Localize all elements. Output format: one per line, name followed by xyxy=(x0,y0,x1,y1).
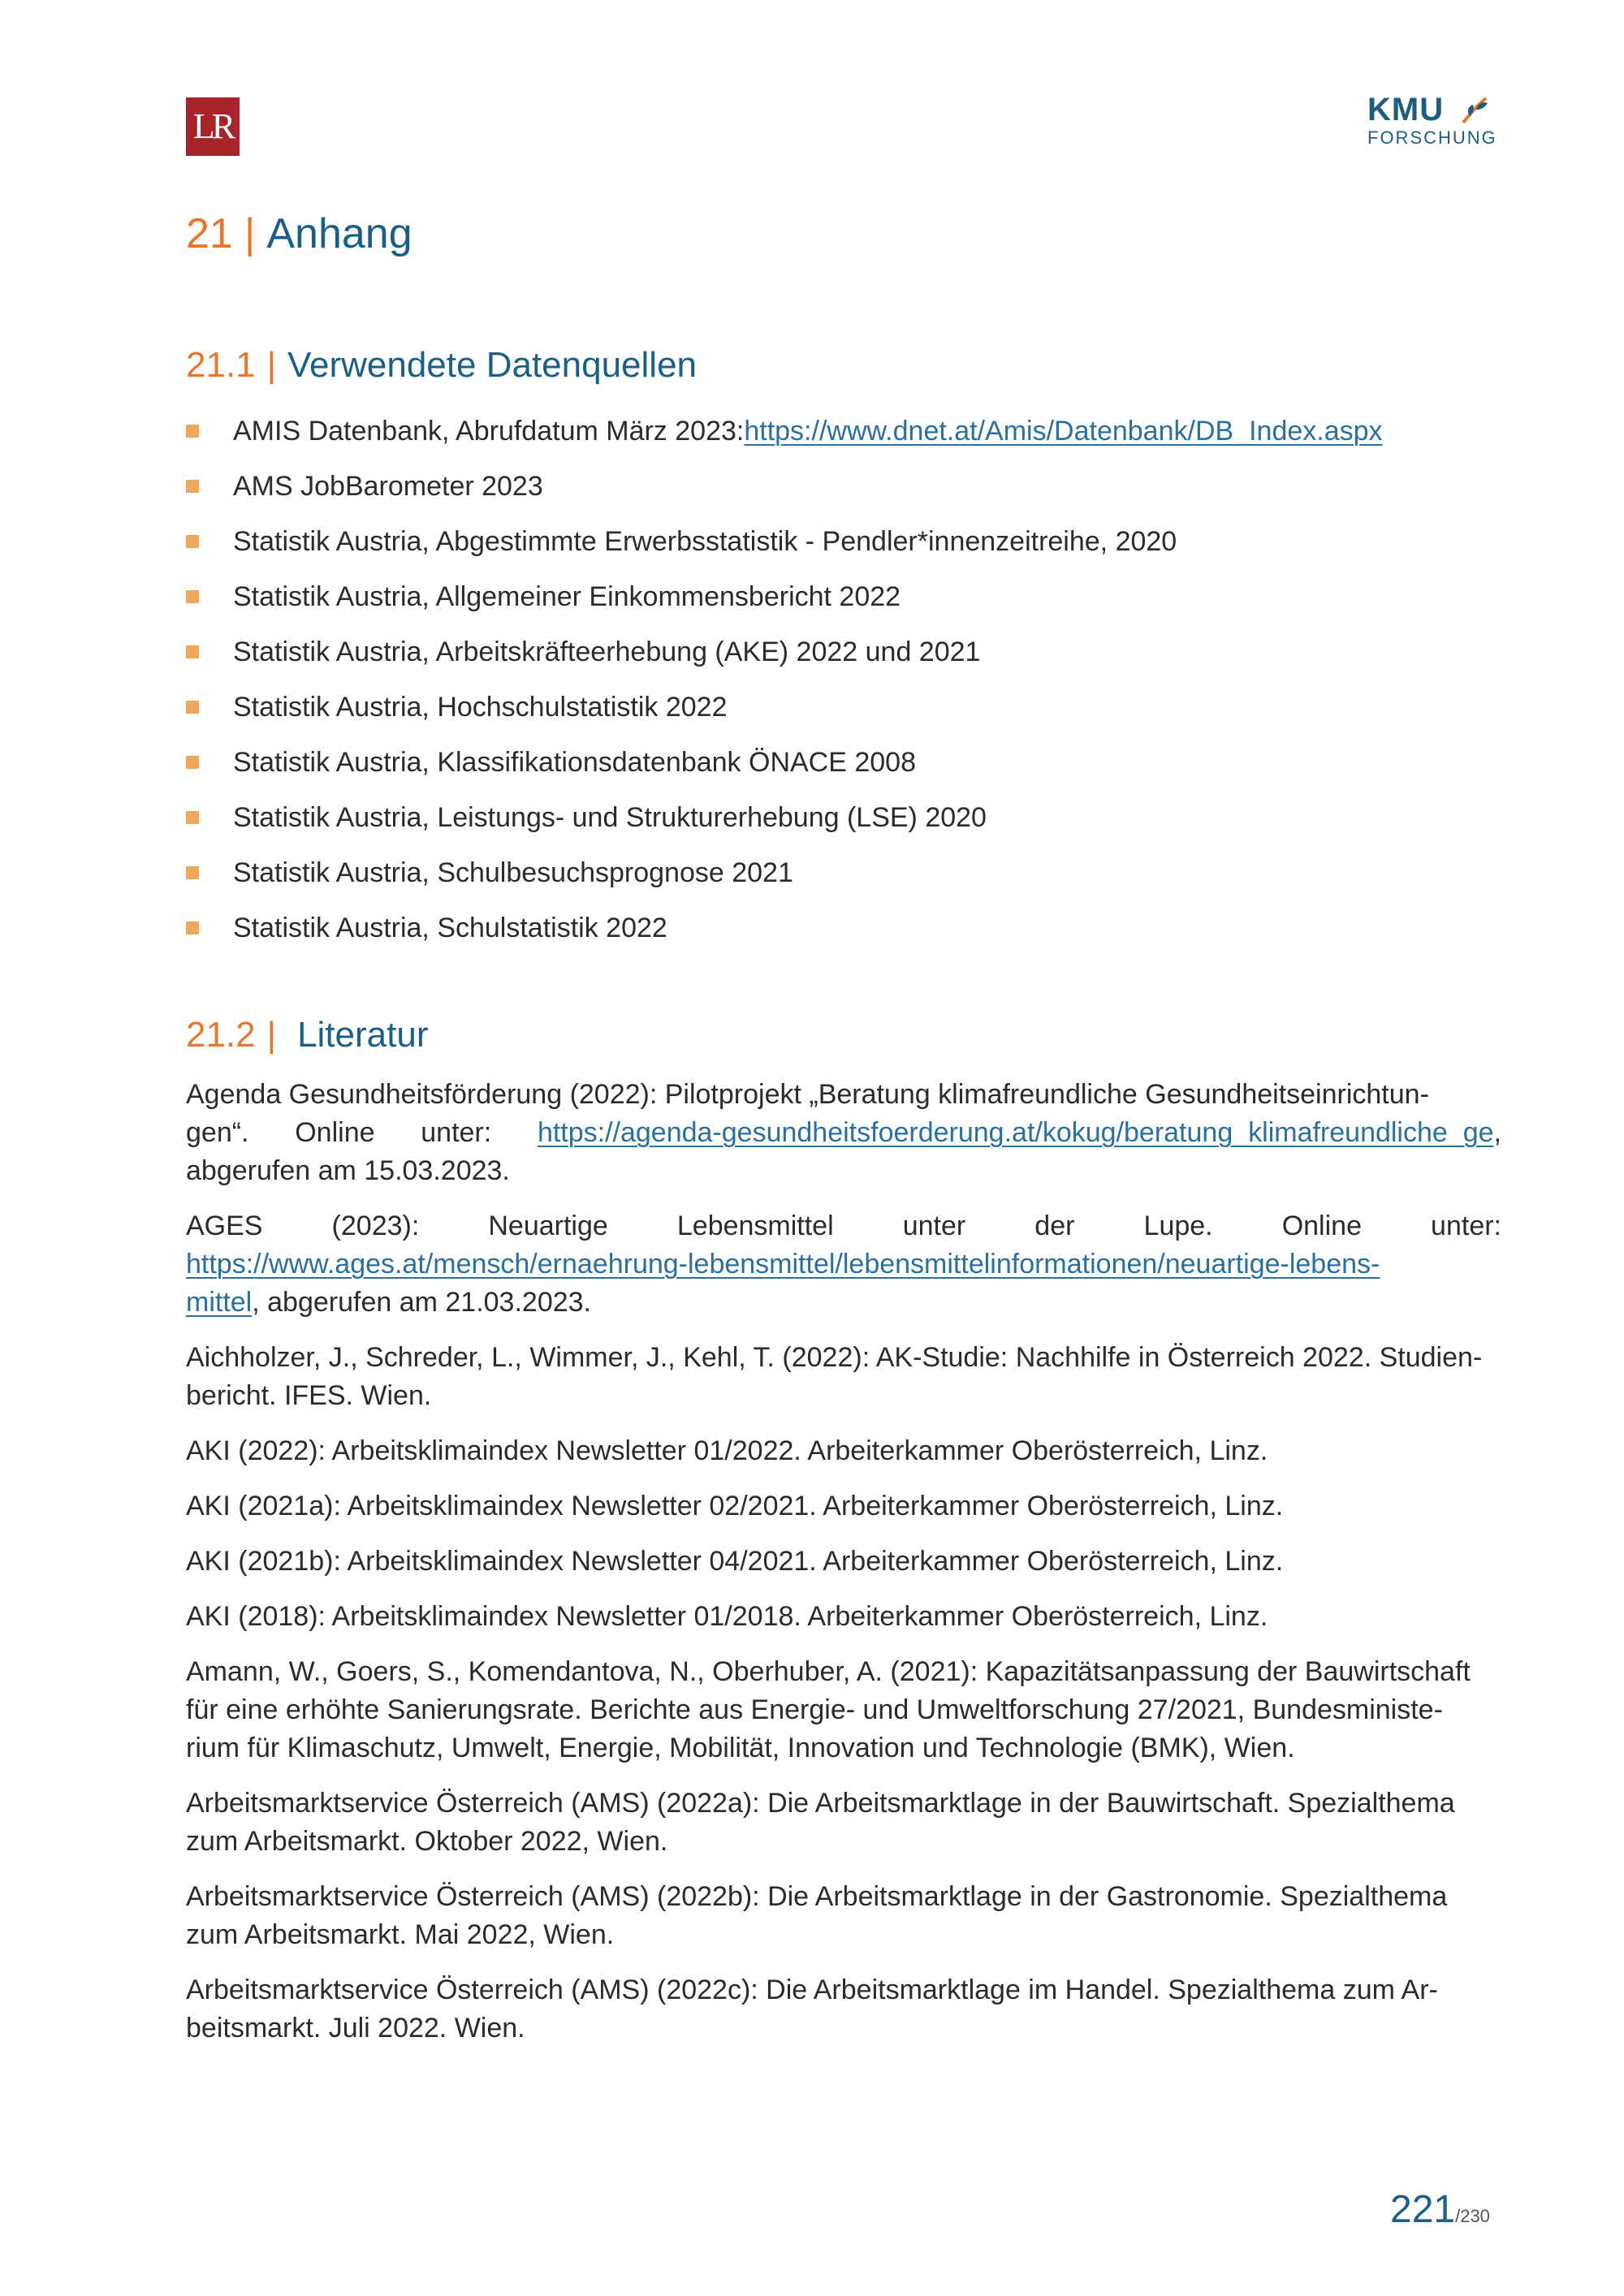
leaf-icon xyxy=(1458,95,1491,126)
reference-link[interactable]: mittel xyxy=(186,1287,253,1318)
list-item-text: Statistik Austria, Leistungs- und Strukturerhebung (LSE) 2020 xyxy=(233,801,987,833)
reference-text: Arbeitsmarktservice Österreich (AMS) (2022c): Die Arbeitsmarktlage im Handel. Spezialthema zum Ar- xyxy=(186,1974,1438,2005)
reference-text: Amann, W., Goers, S., Komendantova, N., Oberhuber, A. (2021): Kapazitätsanpassung der Bauwirtschaft xyxy=(186,1656,1471,1687)
list-item xyxy=(186,624,1501,680)
reference-text: rium für Klimaschutz, Umwelt, Energie, Mobilität, Innovation und Technologie (BMK), Wien. xyxy=(186,1733,1295,1763)
page-current: 221 xyxy=(1390,2188,1456,2231)
section-number: 21.1 xyxy=(186,345,256,385)
list-item-text: Statistik Austria, Schulstatistik 2022 xyxy=(233,912,667,943)
page-total: /230 xyxy=(1455,2206,1490,2226)
bullet-square-icon xyxy=(186,480,199,493)
lr-logo xyxy=(186,97,240,156)
reference-entry xyxy=(186,1785,1501,1861)
list-item xyxy=(186,845,1501,900)
list-item xyxy=(186,514,1501,569)
bullet-square-icon xyxy=(186,811,199,824)
forschung-logo-text: FORSCHUNG xyxy=(1367,127,1497,148)
bullet-square-icon xyxy=(186,645,199,658)
list-item-text: Statistik Austria, Arbeitskräfteerhebung (AKE) 2022 und 2021 xyxy=(233,636,981,667)
list-item xyxy=(186,735,1501,790)
section-heading-datenquellen: 21.1 | Verwendete Datenquellen xyxy=(186,345,698,385)
reference-text: abgerufen am 15.03.2023. xyxy=(186,1155,510,1186)
reference-link[interactable]: https://www.ages.at/mensch/ernaehrung-lebensmittel/lebensmittelinformationen/neuartige-lebens- xyxy=(186,1249,1380,1280)
reference-text: zum Arbeitsmarkt. Mai 2022, Wien. xyxy=(186,1919,615,1950)
list-item xyxy=(186,569,1501,624)
reference-entry xyxy=(186,1971,1501,2048)
bibliography xyxy=(186,1076,1501,2065)
reference-entry xyxy=(186,1487,1501,1526)
section-title: Verwendete Datenquellen xyxy=(287,345,698,385)
bullet-square-icon xyxy=(186,425,199,438)
kmu-logo-text: KMU xyxy=(1367,92,1445,127)
reference-entry xyxy=(186,1339,1501,1415)
chapter-title: Anhang xyxy=(266,210,412,257)
list-item-text: Statistik Austria, Allgemeiner Einkommensbericht 2022 xyxy=(233,580,901,612)
list-item xyxy=(186,404,1501,459)
section-number: 21.2 xyxy=(186,1015,256,1055)
lr-logo-text: LR xyxy=(192,106,233,146)
reference-text: Aichholzer, J., Schreder, L., Wimmer, J., Kehl, T. (2022): AK-Studie: Nachhilfe in Österreich 2022. Studien- xyxy=(186,1342,1483,1373)
reference-entry xyxy=(186,1076,1501,1190)
reference-text: Arbeitsmarktservice Österreich (AMS) (2022a): Die Arbeitsmarktlage in der Bauwirtschaft. Spezialthema xyxy=(186,1788,1455,1819)
page-number xyxy=(1390,2187,1490,2232)
list-item-text: Statistik Austria, Schulbesuchsprognose 2021 xyxy=(233,857,793,888)
section-title: Literatur xyxy=(297,1015,429,1055)
reference-text: AKI (2021b): Arbeitsklimaindex Newsletter 04/2021. Arbeiterkammer Oberösterreich, Linz. xyxy=(186,1546,1284,1577)
list-item xyxy=(186,459,1501,514)
reference-text: Arbeitsmarktservice Österreich (AMS) (2022b): Die Arbeitsmarktlage in der Gastronomie. Spezialthema xyxy=(186,1881,1448,1912)
kmu-forschung-logo xyxy=(1367,92,1497,158)
reference-entry xyxy=(186,1598,1501,1636)
list-item xyxy=(186,900,1501,956)
list-item-text: AMIS Datenbank, Abrufdatum März 2023: xyxy=(233,415,745,447)
bullet-square-icon xyxy=(186,701,199,714)
reference-text: , xyxy=(1493,1117,1501,1148)
reference-entry xyxy=(186,1653,1501,1767)
reference-entry xyxy=(186,1207,1501,1322)
reference-text: für eine erhöhte Sanierungsrate. Berichte aus Energie- und Umweltforschung 27/2021, Bundesministe- xyxy=(186,1694,1443,1725)
reference-text: , abgerufen am 21.03.2023. xyxy=(252,1287,591,1318)
chapter-number: 21 xyxy=(186,210,233,257)
reference-text: AKI (2021a): Arbeitsklimaindex Newsletter 02/2021. Arbeiterkammer Oberösterreich, Linz. xyxy=(186,1491,1284,1521)
list-item-text: Statistik Austria, Klassifikationsdatenbank ÖNACE 2008 xyxy=(233,746,916,778)
bullet-square-icon xyxy=(186,866,199,879)
chapter-heading: 21 | Anhang xyxy=(186,210,412,257)
reference-text: AGES (2023): Neuartige Lebensmittel unter der Lupe. Online unter: xyxy=(186,1211,1501,1241)
bullet-square-icon xyxy=(186,535,199,548)
reference-text: zum Arbeitsmarkt. Oktober 2022, Wien. xyxy=(186,1826,668,1857)
reference-entry xyxy=(186,1543,1501,1581)
reference-text: bericht. IFES. Wien. xyxy=(186,1380,432,1411)
list-item-text: AMS JobBarometer 2023 xyxy=(233,470,543,502)
reference-entry xyxy=(186,1432,1501,1470)
reference-text: gen“. Online unter: xyxy=(186,1117,538,1148)
list-item-text: Statistik Austria, Abgestimmte Erwerbsstatistik - Pendler*innenzeitreihe, 2020 xyxy=(233,525,1177,557)
reference-text: AKI (2018): Arbeitsklimaindex Newsletter 01/2018. Arbeiterkammer Oberösterreich, Linz. xyxy=(186,1601,1268,1632)
reference-text: AKI (2022): Arbeitsklimaindex Newsletter 01/2022. Arbeiterkammer Oberösterreich, Linz. xyxy=(186,1435,1268,1466)
section-heading-literatur: 21.2 | Literatur xyxy=(186,1015,429,1055)
bullet-square-icon xyxy=(186,756,199,769)
reference-line xyxy=(186,1114,1501,1152)
reference-text: beitsmarkt. Juli 2022. Wien. xyxy=(186,2013,525,2044)
reference-entry xyxy=(186,1878,1501,1954)
bullet-square-icon xyxy=(186,921,199,934)
reference-link[interactable]: https://agenda-gesundheitsfoerderung.at/kokug/beratung_klimafreundliche_ge xyxy=(537,1117,1494,1148)
reference-text: Agenda Gesundheitsförderung (2022): Pilotprojekt „Beratung klimafreundliche Gesundheitseinrichtun- xyxy=(186,1079,1429,1110)
list-item xyxy=(186,680,1501,735)
amis-link[interactable]: https://www.dnet.at/Amis/Datenbank/DB_Index.aspx xyxy=(744,415,1383,447)
list-item xyxy=(186,790,1501,845)
list-item-text: Statistik Austria, Hochschulstatistik 2022 xyxy=(233,691,728,723)
bullet-square-icon xyxy=(186,590,199,603)
data-sources-list xyxy=(186,404,1501,956)
